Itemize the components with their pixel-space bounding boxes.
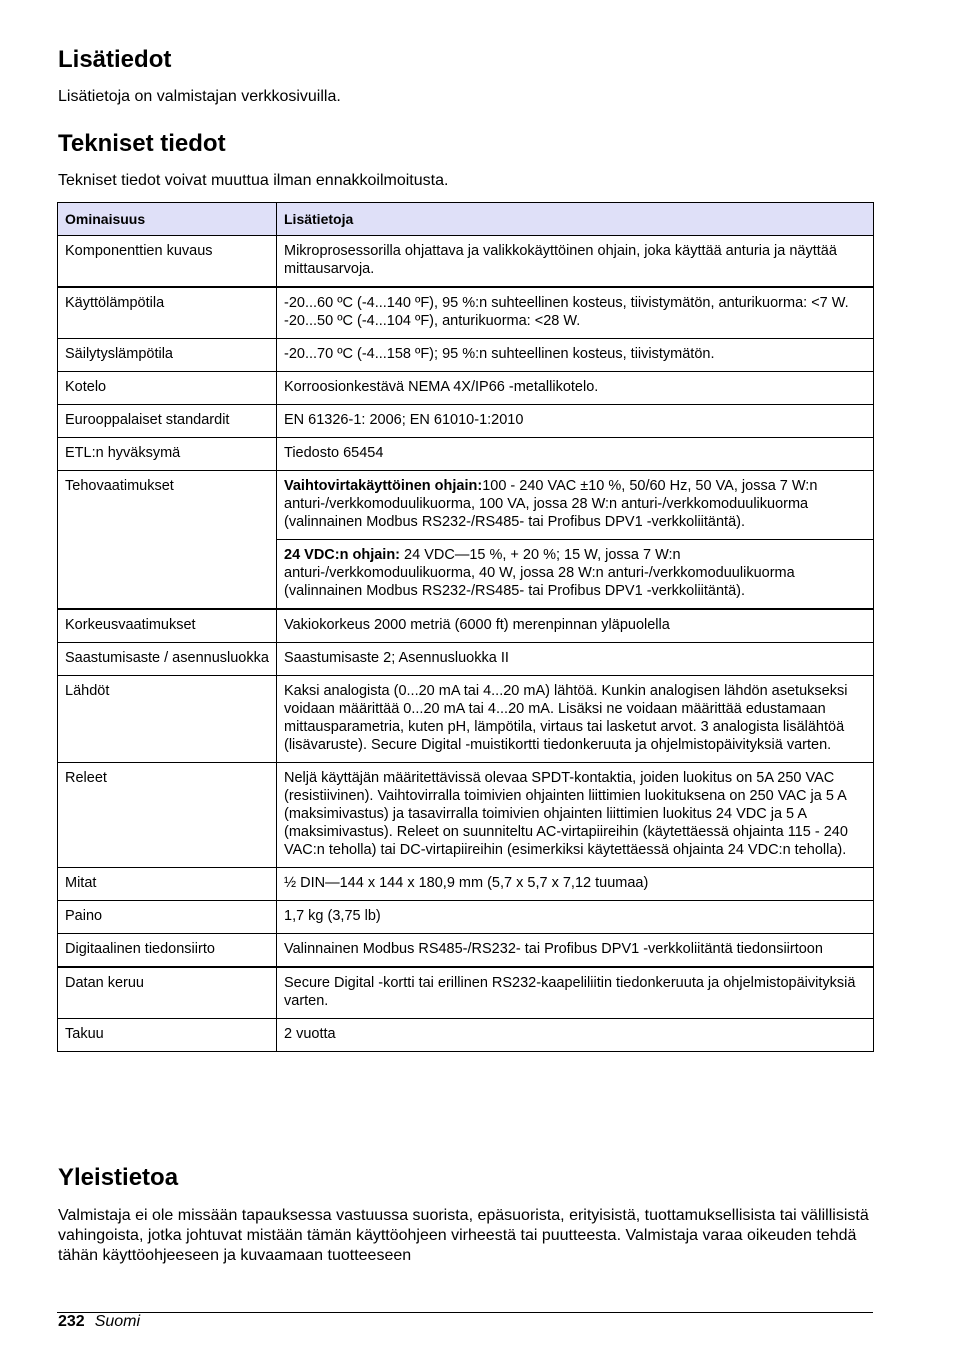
row-label: Datan keruu bbox=[58, 967, 277, 1019]
row-label: ETL:n hyväksymä bbox=[58, 438, 277, 471]
row-label: Lähdöt bbox=[58, 676, 277, 763]
ac-controller-text: 100 - 240 VAC ±10 %, 50/60 Hz, 50 VA, jossa 7 W:n anturi-/verkkomoduulikuorma, 100 VA, jossa 28 W:n anturi-/verkkomoduulikuorma (valinnainen Modbus RS232-/RS485- tai Profibus DPV1 -verkkoliitäntä). bbox=[284, 478, 818, 530]
yleistietoa-text: Valmistaja ei ole missään tapauksessa vastuussa suorista, epäsuorista, erityisistä, tuottamuksellisista tai välillisistä vahingoista, jotka johtuvat mistään tämän käyttöohjeen virheestä tai puutteesta. Valmistaja varaa oikeuden tehdä tähän käyttöohjeeseen ja kuvaamaan tuotteeseen bbox=[58, 1207, 869, 1264]
row-value: Valinnainen Modbus RS485-/RS232- tai Profibus DPV1 -verkkoliitäntä tiedonsiirtoon bbox=[277, 934, 874, 968]
row-label: Paino bbox=[58, 901, 277, 934]
heading-tekniset-tiedot: Tekniset tiedot bbox=[58, 130, 226, 157]
page-number: 232 bbox=[58, 1313, 85, 1330]
row-label: Käyttölämpötila bbox=[58, 287, 277, 339]
row-label: Säilytyslämpötila bbox=[58, 339, 277, 372]
dc-controller-label: 24 VDC:n ohjain: bbox=[284, 547, 401, 563]
table-row bbox=[58, 643, 874, 676]
row-label: Tehovaatimukset bbox=[58, 471, 277, 610]
table-row bbox=[58, 868, 874, 901]
specifications-table bbox=[57, 202, 874, 1052]
tekniset-tiedot-text: Tekniset tiedot voivat muuttua ilman ennakkoilmoitusta. bbox=[58, 172, 449, 189]
footer-divider bbox=[57, 1312, 873, 1313]
row-label: Komponenttien kuvaus bbox=[58, 236, 277, 288]
table-row bbox=[58, 405, 874, 438]
table-row bbox=[58, 763, 874, 868]
row-value: Secure Digital -kortti tai erillinen RS232-kaapeliliitin tiedonkeruuta ja ohjelmistopäivityksiä varten. bbox=[277, 967, 874, 1019]
lisatiedot-text: Lisätietoja on valmistajan verkkosivuilla. bbox=[58, 88, 341, 105]
row-label: Takuu bbox=[58, 1019, 277, 1052]
table-row bbox=[58, 236, 874, 288]
row-value-ac bbox=[277, 471, 874, 540]
table-row bbox=[58, 934, 874, 968]
row-value: Neljä käyttäjän määritettävissä olevaa SPDT-kontaktia, joiden luokitus on 5A 250 VAC (resistiivinen). Vaihtovirralla toimivien ohjainten liittimien luokituksena on 250 VAC ja 5 A (maksimivastus) ja tasavirralla toimivien ohjainten liittimien luokitus 24 VDC ja 5 A (maksimivastus). Releet on suunniteltu AC-virtapiireihin (käytettäessä ohjainta 115 - 240 VAC:n teholla) tai DC-virtapiireihin (esimerkiksi käytettäessä ohjainta 24 VDC:n teholla). bbox=[277, 763, 874, 868]
row-value: EN 61326-1: 2006; EN 61010-1:2010 bbox=[277, 405, 874, 438]
table-row bbox=[58, 471, 874, 540]
table-row bbox=[58, 676, 874, 763]
page-footer bbox=[58, 1312, 140, 1332]
table-row bbox=[58, 287, 874, 339]
row-value: Tiedosto 65454 bbox=[277, 438, 874, 471]
row-value: Mikroprosessorilla ohjattava ja valikkokäyttöinen ohjain, joka käyttää anturia ja näyttää mittausarvoja. bbox=[277, 236, 874, 288]
heading-lisatiedot: Lisätiedot bbox=[58, 46, 172, 73]
row-value: -20...70 ºC (-4...158 ºF); 95 %:n suhteellinen kosteus, tiivistymätön. bbox=[277, 339, 874, 372]
row-label: Digitaalinen tiedonsiirto bbox=[58, 934, 277, 968]
table-row bbox=[58, 967, 874, 1019]
table-row bbox=[58, 438, 874, 471]
row-value-dc bbox=[277, 540, 874, 610]
table-row bbox=[58, 1019, 874, 1052]
row-value: ½ DIN—144 x 144 x 180,9 mm (5,7 x 5,7 x 7,12 tuumaa) bbox=[277, 868, 874, 901]
dc-controller-text: 24 VDC—15 %, + 20 %; 15 W, jossa 7 W:n anturi-/verkkomoduulikuorma, 40 W, jossa 28 W:n anturi-/verkkomoduulikuorma (valinnainen Modbus RS232-/RS485- tai Profibus DPV1 -verkkoliitäntä). bbox=[284, 547, 795, 599]
row-label: Mitat bbox=[58, 868, 277, 901]
table-row bbox=[58, 372, 874, 405]
row-label: Eurooppalaiset standardit bbox=[58, 405, 277, 438]
header-lisatietoja: Lisätietoja bbox=[277, 203, 874, 236]
row-label: Releet bbox=[58, 763, 277, 868]
row-value: 2 vuotta bbox=[277, 1019, 874, 1052]
row-label: Korkeusvaatimukset bbox=[58, 609, 277, 643]
row-value: Kaksi analogista (0...20 mA tai 4...20 mA) lähtöä. Kunkin analogisen lähdön asetukseksi voidaan määrittää 0...20 mA tai 4...20 mA. Lisäksi ne voidaan määrittää edustamaan mittausparametria, kuten pH, lämpötila, virtaus tai lasketut arvot. 3 analogista lisälähtöä (lisävaruste). Secure Digital -muistikortti tiedonkeruuta ja ohjelmistopäivityksiä varten. bbox=[277, 676, 874, 763]
row-value: Vakiokorkeus 2000 metriä (6000 ft) merenpinnan yläpuolella bbox=[277, 609, 874, 643]
table-header-row bbox=[58, 203, 874, 236]
row-label: Kotelo bbox=[58, 372, 277, 405]
header-ominaisuus: Ominaisuus bbox=[58, 203, 277, 236]
table-row bbox=[58, 901, 874, 934]
table-row bbox=[58, 339, 874, 372]
row-value: -20...60 ºC (-4...140 ºF), 95 %:n suhteellinen kosteus, tiivistymätön, anturikuorma: <7 W. -20...50 ºC (-4...104 ºF), anturikuorma: <28 W. bbox=[277, 287, 874, 339]
ac-controller-label: Vaihtovirtakäyttöinen ohjain: bbox=[284, 478, 483, 494]
row-label: Saastumisaste / asennusluokka bbox=[58, 643, 277, 676]
row-value: 1,7 kg (3,75 lb) bbox=[277, 901, 874, 934]
footer-language: Suomi bbox=[94, 1313, 141, 1330]
row-value: Saastumisaste 2; Asennusluokka II bbox=[277, 643, 874, 676]
heading-yleistietoa: Yleistietoa bbox=[58, 1164, 179, 1191]
table-row bbox=[58, 609, 874, 643]
row-value: Korroosionkestävä NEMA 4X/IP66 -metallikotelo. bbox=[277, 372, 874, 405]
